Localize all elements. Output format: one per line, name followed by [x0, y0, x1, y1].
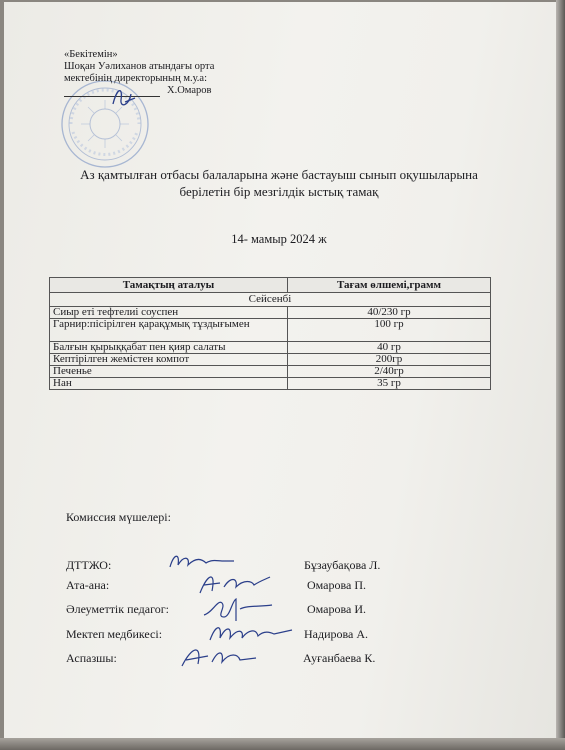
member-name: Омарова П.: [307, 578, 367, 592]
commission-member: [66, 627, 486, 645]
approval-heading: «Бекітемін»: [64, 49, 118, 60]
commission-title: Комиссия мүшелері:: [66, 510, 171, 524]
document-date: 14- мамыр 2024 ж: [231, 232, 327, 246]
dish-amount: 40 гр: [288, 342, 491, 354]
member-role: Әлеуметтік педагог:: [66, 602, 169, 616]
document-title: [44, 166, 514, 200]
header-portion-size: Тағам өлшемі,грамм: [288, 278, 491, 293]
dish-amount: 40/230 гр: [288, 307, 491, 319]
commission-member: [66, 578, 486, 596]
commission-member: [66, 558, 486, 576]
dish-amount: 200гр: [288, 354, 491, 366]
day-label: Сейсенбі: [50, 293, 491, 307]
member-role: Ата-ана:: [66, 578, 110, 592]
dish-name: Балғын қырыққабат пен қияр салаты: [50, 342, 288, 354]
member-name: Ауғанбаева К.: [303, 651, 376, 665]
table-header-row: [50, 278, 491, 293]
dish-amount: 2/40гр: [288, 366, 491, 378]
dish-name: Гарнир:пісірілген қарақұмық тұздығымен: [50, 319, 288, 342]
page-edge-shadow: [556, 0, 565, 750]
dish-name: Печенье: [50, 366, 288, 378]
table-row: [50, 354, 491, 366]
member-name: Бұзаубақова Л.: [304, 558, 381, 572]
table-row: [50, 307, 491, 319]
table-row: [50, 319, 491, 342]
table-row: [50, 366, 491, 378]
director-name: Х.Омаров: [167, 85, 212, 96]
approval-block: [64, 49, 224, 96]
title-line-1: Аз қамтылған отбасы балаларына және бастауыш сынып оқушыларына: [80, 167, 478, 182]
dish-name: Кептірілген жемістен компот: [50, 354, 288, 366]
table-row: [50, 378, 491, 390]
day-row: [50, 293, 491, 307]
member-role: Мектеп медбикесі:: [66, 627, 163, 641]
document-page: [4, 2, 556, 738]
page-bottom-shadow: [0, 738, 565, 750]
dish-amount: 35 гр: [288, 378, 491, 390]
member-signature: [178, 642, 258, 670]
header-dish-name: Тамақтың аталуы: [50, 278, 288, 293]
table-row: [50, 342, 491, 354]
approval-position: мектебінің директорының м.у.а:: [64, 73, 207, 84]
approval-school: Шоқан Уәлиханов атындағы орта: [64, 61, 215, 72]
title-line-2: берілетін бір мезгілдік ыстық тамақ: [179, 184, 379, 199]
member-name: Омарова И.: [307, 602, 367, 616]
member-name: Надирова А.: [304, 627, 369, 641]
member-role: ДТТЖО:: [66, 558, 112, 572]
member-role: Аспазшы:: [66, 651, 117, 665]
dish-amount: 100 гр: [288, 319, 491, 342]
menu-table: [49, 277, 491, 390]
director-signature: [107, 82, 139, 114]
dish-name: Нан: [50, 378, 288, 390]
dish-name: Сиыр еті тефтелиі соуспен: [50, 307, 288, 319]
commission-member: [66, 651, 486, 669]
